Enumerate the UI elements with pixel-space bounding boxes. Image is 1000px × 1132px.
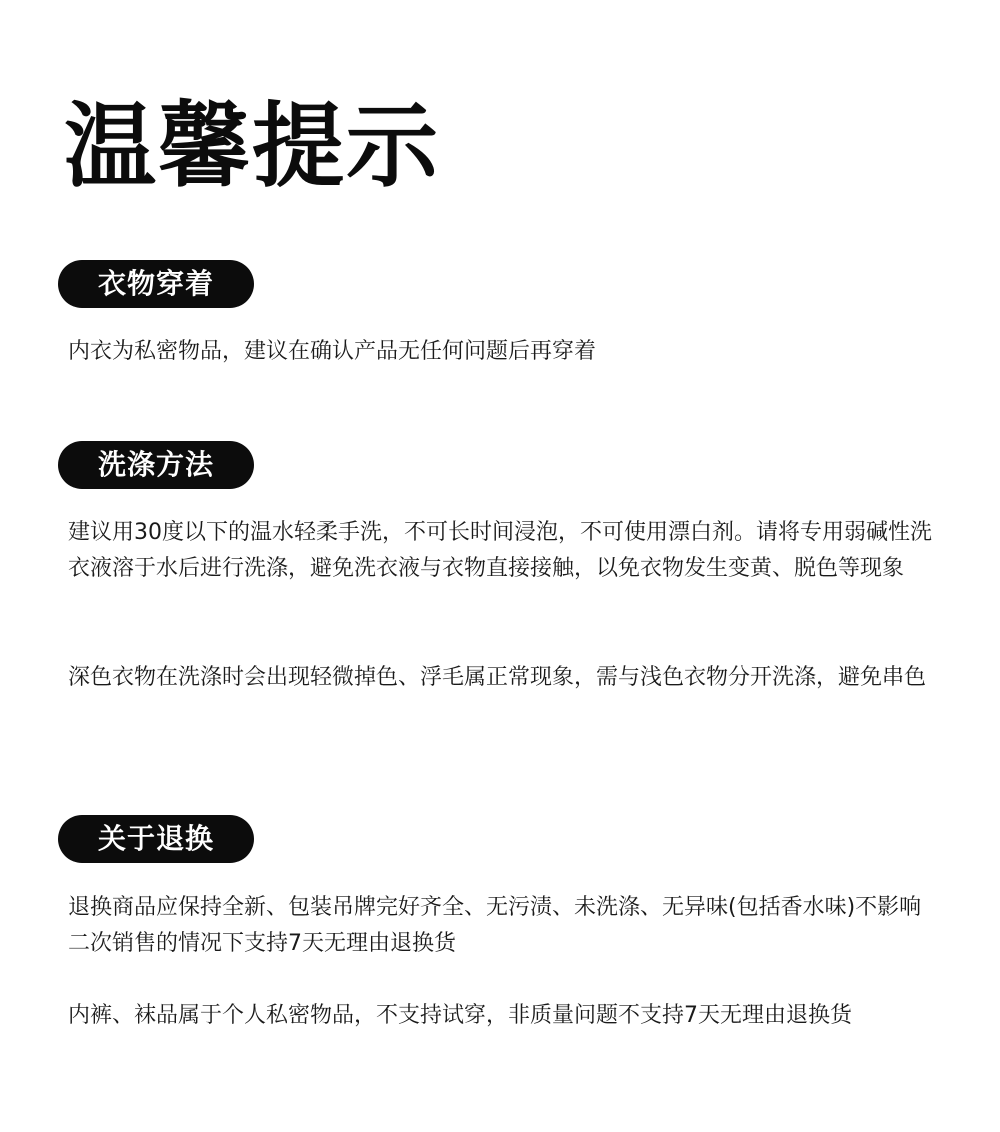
section-text-clothing-wear: 内衣为私密物品，建议在确认产品无任何问题后再穿着	[68, 339, 597, 364]
section-text-returns-1: 退换商品应保持全新、包装吊牌完好齐全、无污渍、未洗涤、无异味(包括香水味)不影响二次销售的情况下支持7天无理由退换货	[68, 895, 922, 956]
section-heading-washing-method: 洗涤方法	[58, 441, 254, 489]
section-heading-returns: 关于退换	[58, 815, 254, 863]
section-text-washing-method-2: 深色衣物在洗涤时会出现轻微掉色、浮毛属正常现象，需与浅色衣物分开洗涤，避免串色	[68, 665, 927, 690]
section-text-washing-method-1: 建议用30度以下的温水轻柔手洗，不可长时间浸泡，不可使用漂白剂。请将专用弱碱性洗衣液溶于水后进行洗涤，避免洗衣液与衣物直接接触，以免衣物发生变黄、脱色等现象	[68, 520, 932, 581]
page-title: 温馨提示	[64, 93, 441, 200]
section-text-returns-2: 内裤、袜品属于个人私密物品，不支持试穿，非质量问题不支持7天无理由退换货	[68, 1003, 852, 1028]
section-heading-clothing-wear: 衣物穿着	[58, 260, 254, 308]
